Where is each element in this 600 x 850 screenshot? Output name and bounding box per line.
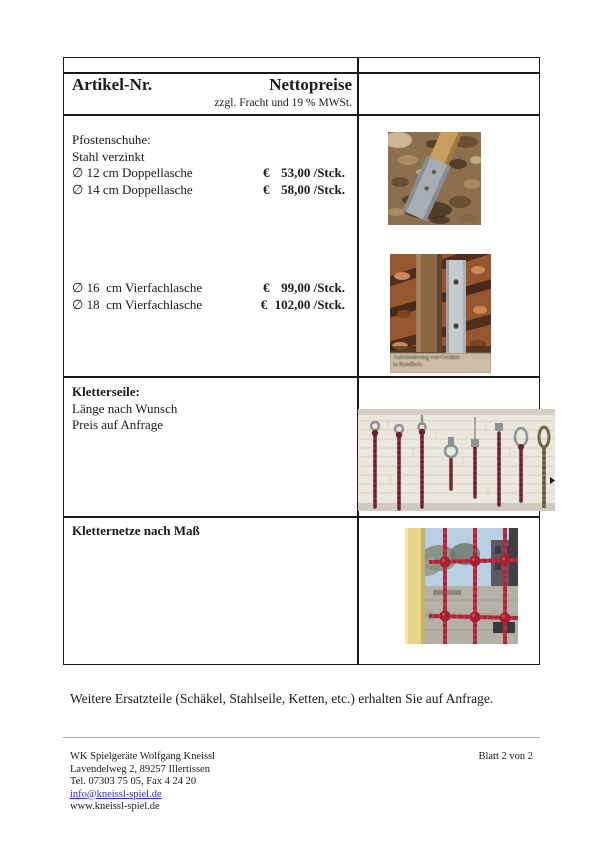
- footer-phone: Tel. 07303 75 05, Fax 4 24 20: [70, 776, 197, 787]
- price-line-item: [72, 297, 345, 314]
- photo-climbing-ropes: [358, 409, 555, 511]
- product-material: Stahl verzinkt: [72, 148, 145, 164]
- photo-caption-line1: Aufständerung von Geräten: [393, 355, 460, 361]
- item-label: ∅ 18 cm Vierfachlasche: [72, 296, 203, 312]
- item-price: 102,00 /Stck.: [274, 296, 345, 312]
- product-line: Länge nach Wunsch: [72, 400, 178, 416]
- photo-caption-line2: in Rundholz: [393, 362, 423, 368]
- photo-post-shoe-mulch-art: [388, 132, 481, 225]
- item-price: 58,00 /Stck.: [281, 181, 345, 197]
- header-vat-note: zzgl. Fracht und 19 % MWSt.: [214, 97, 352, 109]
- footer-website: www.kneissl-spiel.de: [70, 801, 160, 812]
- item-label: ∅ 14 cm Doppellasche: [72, 181, 193, 197]
- item-price: 53,00 /Stck.: [281, 165, 345, 180]
- photo-climbing-ropes-art: [358, 409, 555, 511]
- spare-parts-note: Weitere Ersatzteile (Schäkel, Stahlseile, Ketten, etc.) erhalten Sie auf Anfrage.: [70, 691, 494, 706]
- photo-climbing-net-art: [405, 528, 518, 644]
- footer-email-link[interactable]: info@kneissl-spiel.de: [70, 788, 162, 800]
- photo-post-shoe-mulch: [388, 132, 481, 225]
- currency-symbol: €: [260, 296, 268, 312]
- table-line-row2-bottom: [64, 516, 539, 518]
- price-table: [63, 57, 540, 665]
- table-line-header-bottom: [64, 114, 539, 116]
- table-column-divider: [357, 58, 359, 664]
- price-line-item: [72, 165, 345, 182]
- product-title: Kletterseile:: [72, 384, 140, 399]
- row-kletterseile-text: [72, 384, 347, 434]
- row-pfostenschuhe-text: [72, 132, 347, 198]
- row-pfostenschuhe-text-2: [72, 280, 347, 313]
- footer-company: WK Spielgeräte Wolfgang Kneissl: [70, 751, 216, 762]
- page-number: Blatt 2 von 2: [478, 751, 533, 762]
- column-header-artikel-nr: Artikel-Nr.: [72, 75, 153, 94]
- product-title: Pfostenschuhe:: [72, 132, 151, 147]
- photo-post-shoe-detail: [390, 254, 491, 373]
- item-price: 99,00 /Stck.: [281, 280, 345, 295]
- table-line-row1-bottom: [64, 376, 539, 378]
- photo-climbing-net: [405, 528, 518, 644]
- product-title: Kletternetze nach Maß: [72, 523, 200, 538]
- photo-caption: [390, 353, 491, 373]
- price-line-item: [72, 280, 345, 297]
- currency-symbol: €: [263, 280, 270, 295]
- footer-divider: [63, 737, 540, 738]
- footer-address: Lavendelweg 2, 89257 Illertissen: [70, 763, 210, 775]
- currency-symbol: €: [263, 181, 270, 197]
- currency-symbol: €: [263, 165, 270, 180]
- price-line-item: [72, 182, 345, 199]
- item-label: ∅ 12 cm Doppellasche: [72, 165, 193, 180]
- item-label: ∅ 16 cm Vierfachlasche: [72, 280, 203, 295]
- row-kletternetze-text: [72, 523, 347, 540]
- table-line-top-row: [64, 72, 539, 74]
- product-line: Preis auf Anfrage: [72, 417, 163, 432]
- column-header-nettopreise: Nettopreise: [269, 75, 352, 94]
